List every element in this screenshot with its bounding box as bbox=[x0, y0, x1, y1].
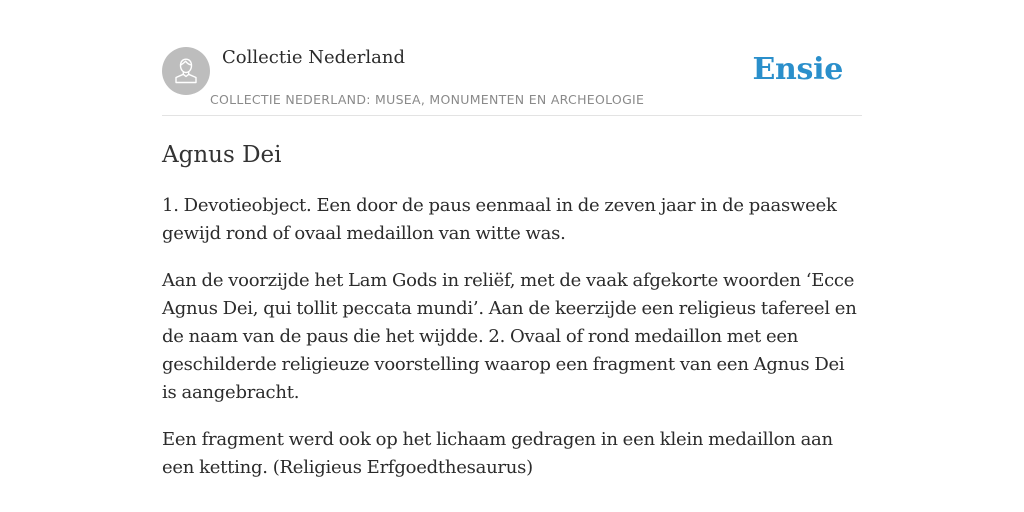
entry-body bbox=[162, 192, 862, 482]
category-label[interactable]: COLLECTIE NEDERLAND: MUSEA, MONUMENTEN EN ARCHEOLOGIE bbox=[210, 92, 645, 107]
entry-paragraph-1: 1. Devotieobject. Een door de paus eenmaal in de zeven jaar in de paasweek gewijd rond of ovaal medaillon van witte was. bbox=[162, 195, 837, 244]
entry-paragraph-3: Een fragment werd ook op het lichaam gedragen in een klein medaillon aan een ketting. (Religieus Erfgoedthesaurus) bbox=[162, 429, 833, 478]
author-name[interactable]: Collectie Nederland bbox=[222, 47, 406, 68]
entry-title: Agnus Dei bbox=[162, 142, 282, 168]
author-avatar[interactable] bbox=[162, 47, 210, 95]
header-divider bbox=[162, 115, 862, 116]
user-icon bbox=[171, 56, 201, 86]
entry-paragraph-2: Aan de voorzijde het Lam Gods in reliëf, met de vaak afgekorte woorden ‘Ecce Agnus Dei, qui tollit peccata mundi’. Aan de keerzijde een religieus tafereel en de naam van de paus die het wijdde. 2. Ovaal of rond medaillon met een geschilderde religieuze voorstelling waarop een fragment van een Agnus Dei is aangebracht. bbox=[162, 270, 857, 403]
brand-logo[interactable]: Ensie bbox=[752, 52, 843, 87]
